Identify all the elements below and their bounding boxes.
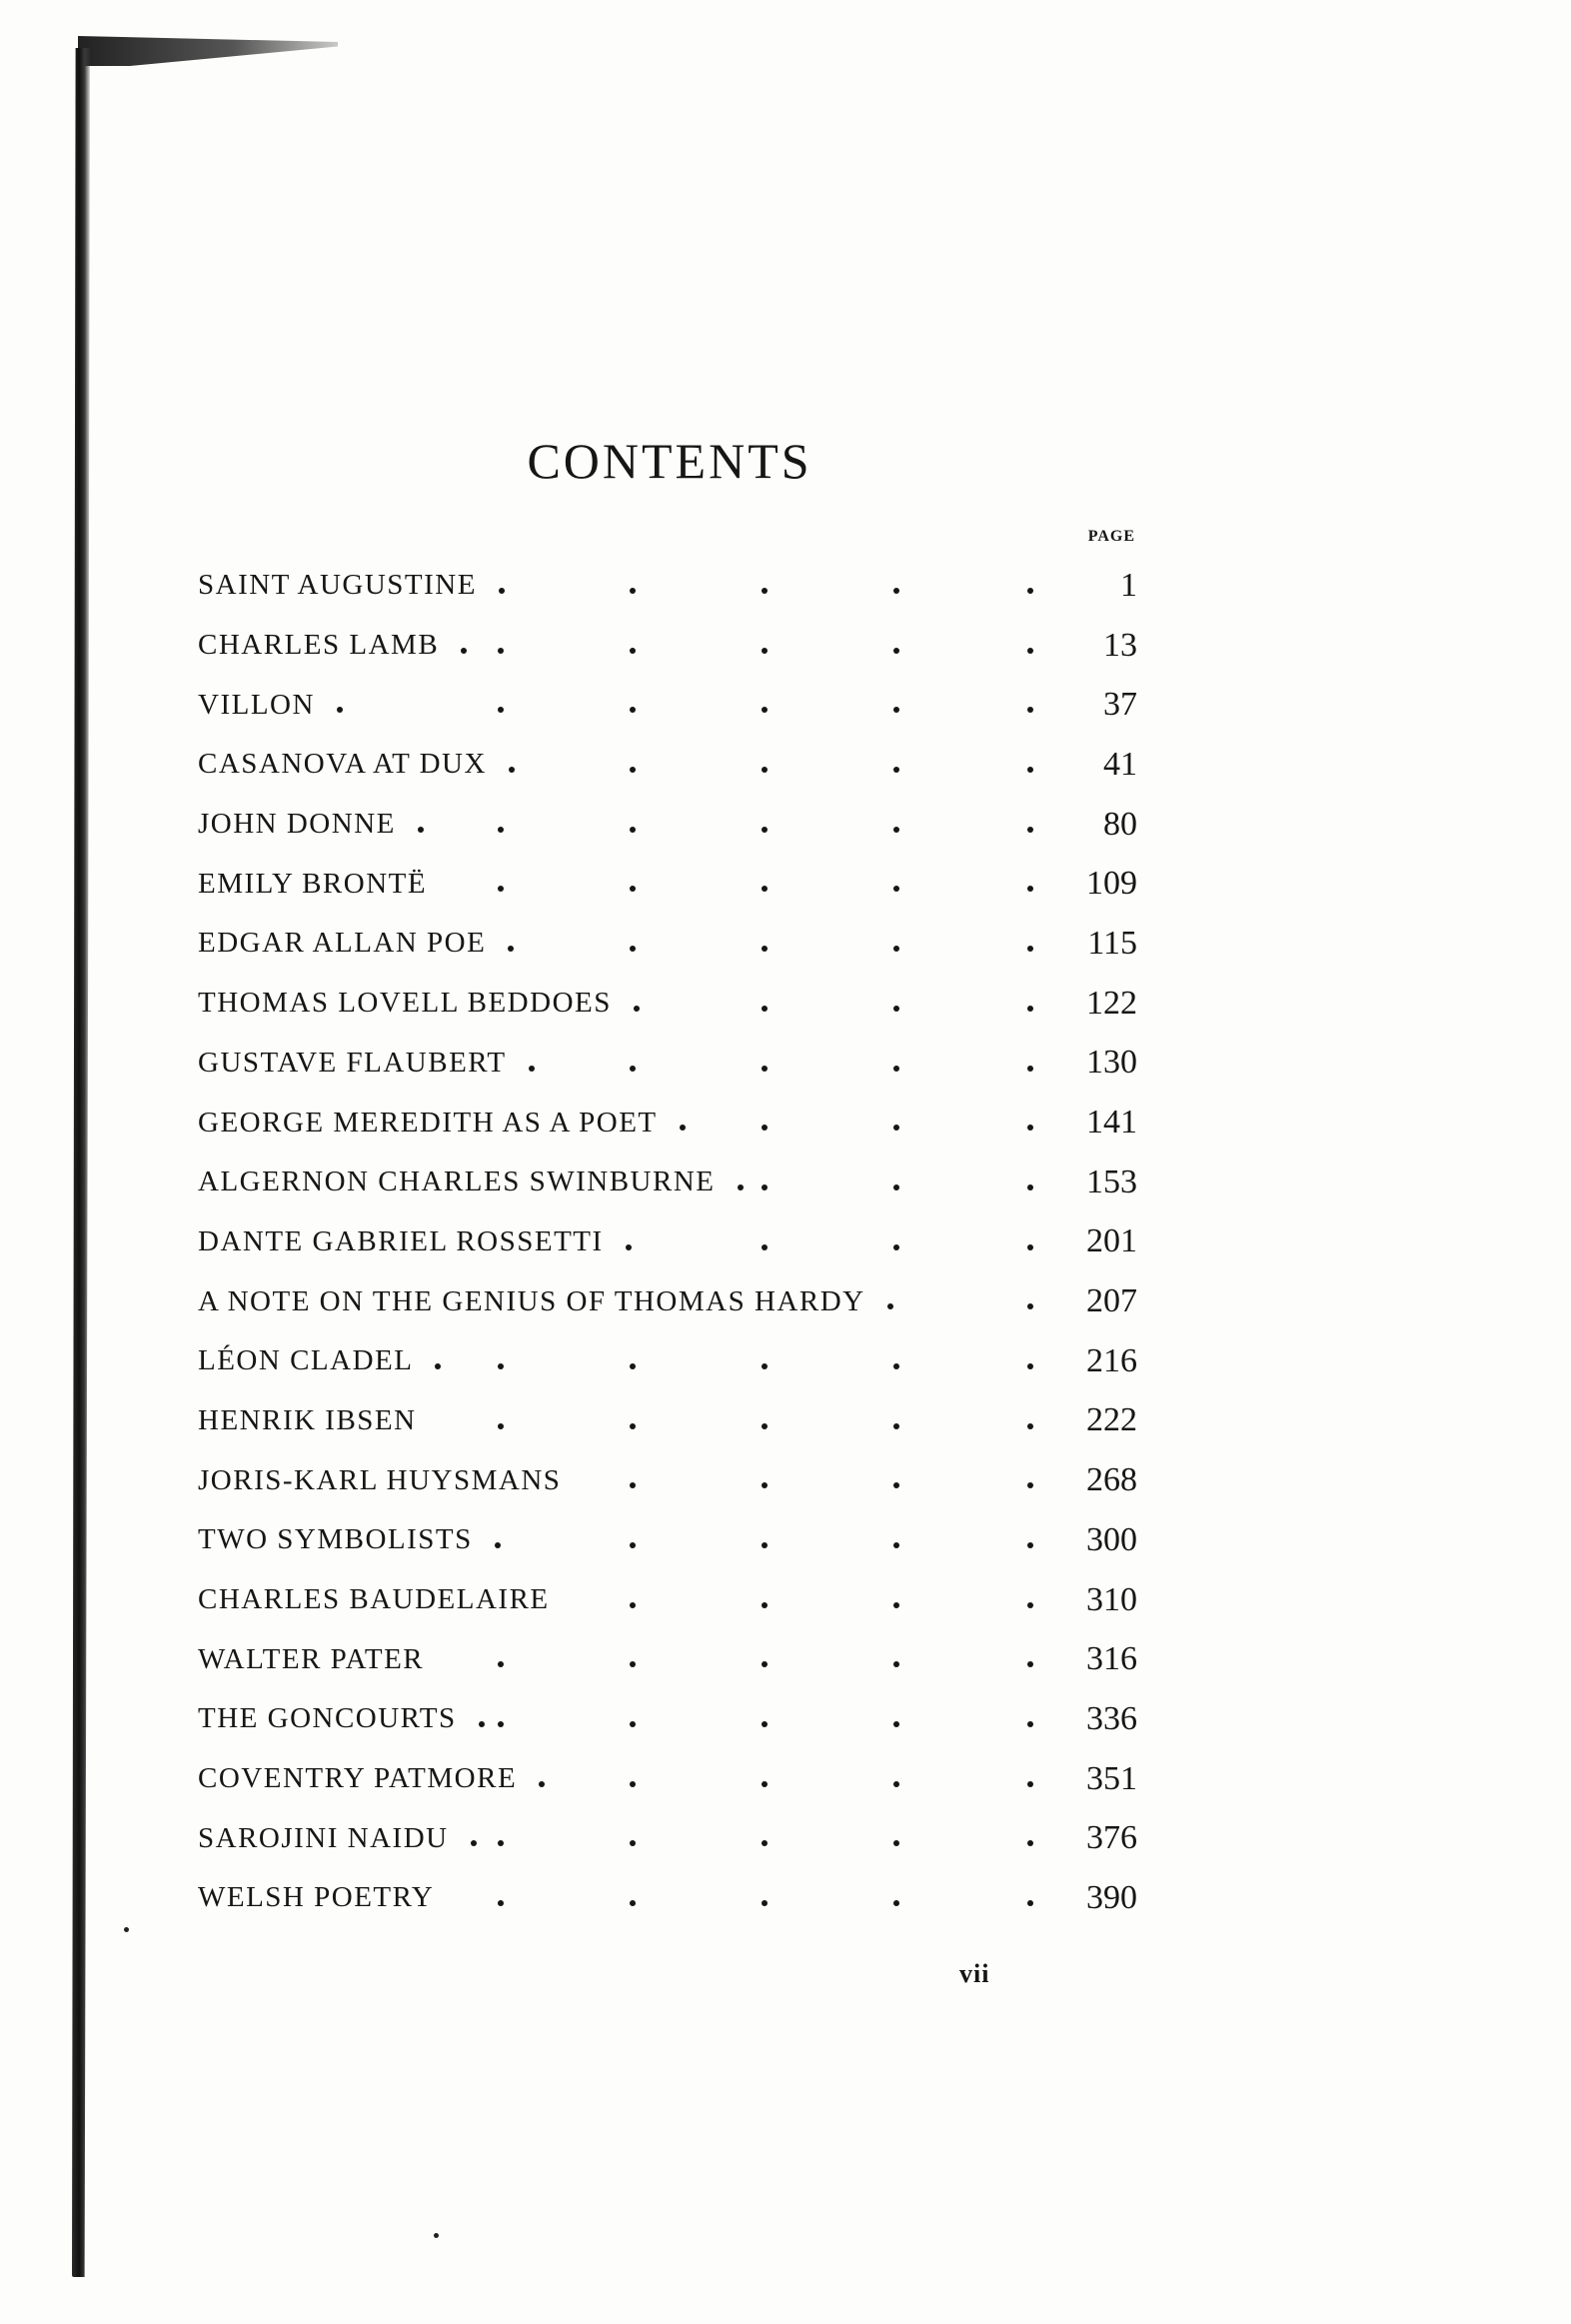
leader-dot <box>893 886 899 892</box>
leader-dot <box>418 827 424 833</box>
leader-dot <box>498 1363 504 1369</box>
leader-dot <box>630 588 636 594</box>
leader-dot <box>1027 1006 1033 1012</box>
leader-dot <box>762 767 768 773</box>
entry-title: TWO SYMBOLISTS <box>198 1523 473 1556</box>
leader-dot <box>893 827 899 833</box>
leader-dot <box>1027 1602 1033 1608</box>
entry-title: LÉON CLADEL <box>198 1344 414 1377</box>
entry-page-number: 201 <box>1086 1222 1137 1260</box>
leader-dot <box>893 946 899 952</box>
leader-dot <box>630 1423 636 1429</box>
leader-dot <box>498 1423 504 1429</box>
entry-page-number: 80 <box>1103 805 1137 843</box>
leader-dot <box>893 767 899 773</box>
entry-page-number: 376 <box>1086 1819 1137 1857</box>
leader-dot <box>630 1066 636 1072</box>
leader-dot <box>893 1066 899 1072</box>
leader-dot <box>893 1602 899 1608</box>
leader-dot <box>435 1363 441 1369</box>
leader-dot <box>498 1900 504 1906</box>
leader-dot <box>630 1900 636 1906</box>
leader-dot <box>634 1006 640 1012</box>
leader-dot <box>887 1303 893 1309</box>
contents-entry <box>198 1212 1137 1272</box>
entry-title: CASANOVA AT DUX <box>198 748 487 781</box>
entry-title: SAINT AUGUSTINE <box>198 569 477 602</box>
leader-dot <box>630 707 636 713</box>
entry-title: EMILY BRONTË <box>198 867 428 900</box>
leader-dot <box>630 946 636 952</box>
leader-dot <box>1027 1781 1033 1787</box>
leader-dot <box>893 1363 899 1369</box>
leader-dot <box>630 1602 636 1608</box>
contents-entry <box>198 1391 1137 1451</box>
leader-dot <box>762 648 768 654</box>
contents-entry <box>198 795 1137 855</box>
contents-entry <box>198 556 1137 616</box>
leader-dot <box>1027 1363 1033 1369</box>
leader-dot <box>893 588 899 594</box>
leader-dot <box>893 1542 899 1548</box>
entry-title: THE GONCOURTS <box>198 1702 457 1735</box>
leader-dot <box>680 1125 686 1131</box>
entry-title: SAROJINI NAIDU <box>198 1821 449 1854</box>
leader-dot <box>1027 1423 1033 1429</box>
entry-page-number: 122 <box>1086 984 1137 1022</box>
entry-title: ALGERNON CHARLES SWINBURNE <box>198 1165 716 1198</box>
contents-entry <box>198 854 1137 914</box>
leader-dot <box>1027 767 1033 773</box>
leader-dot <box>762 886 768 892</box>
leader-dot <box>1027 1244 1033 1250</box>
entry-title: A NOTE ON THE GENIUS OF THOMAS HARDY <box>198 1284 865 1317</box>
contents-entry <box>198 1271 1137 1331</box>
leader-dot <box>479 1721 485 1727</box>
leader-dot <box>461 648 467 654</box>
entry-page-number: 207 <box>1086 1282 1137 1320</box>
dot-leader <box>198 675 1047 735</box>
leader-dot <box>893 1244 899 1250</box>
leader-dot <box>762 1125 768 1131</box>
leader-dot <box>762 1184 768 1190</box>
leader-dot <box>630 1363 636 1369</box>
leader-dot <box>1027 588 1033 594</box>
entry-title: WALTER PATER <box>198 1642 425 1675</box>
contents-entry <box>198 1749 1137 1809</box>
leader-dot <box>762 1602 768 1608</box>
leader-dot <box>630 886 636 892</box>
leader-dot <box>762 1900 768 1906</box>
leader-dot <box>1027 1840 1033 1846</box>
contents-entry <box>198 1331 1137 1391</box>
leader-dot <box>762 1423 768 1429</box>
leader-dot <box>1027 1900 1033 1906</box>
entry-page-number: 390 <box>1086 1878 1137 1916</box>
entry-title: JORIS-KARL HUYSMANS <box>198 1463 562 1496</box>
entry-page-number: 37 <box>1103 686 1137 724</box>
leader-dot <box>1027 707 1033 713</box>
entry-title: EDGAR ALLAN POE <box>198 927 487 960</box>
entry-page-number: 268 <box>1086 1461 1137 1499</box>
leader-dot <box>893 1781 899 1787</box>
leader-dot <box>1027 1184 1033 1190</box>
entry-page-number: 115 <box>1087 924 1137 962</box>
contents-entry <box>198 974 1137 1034</box>
contents-entry <box>198 1629 1137 1689</box>
contents-entry <box>198 1153 1137 1212</box>
contents-entry <box>198 616 1137 676</box>
leader-dot <box>762 1840 768 1846</box>
leader-dot <box>1027 1482 1033 1488</box>
entry-title: CHARLES LAMB <box>198 629 440 662</box>
ink-speck <box>434 2233 439 2238</box>
leader-dot <box>893 648 899 654</box>
leader-dot <box>630 648 636 654</box>
entry-page-number: 141 <box>1086 1104 1137 1142</box>
leader-dot <box>529 1066 535 1072</box>
binding-shadow <box>78 36 338 66</box>
leader-dot <box>893 707 899 713</box>
leader-dot <box>630 767 636 773</box>
contents-entry <box>198 1450 1137 1510</box>
binding-edge <box>72 48 90 2277</box>
leader-dot <box>762 1006 768 1012</box>
contents-entry <box>198 1093 1137 1153</box>
leader-dot <box>893 1423 899 1429</box>
entry-title: WELSH POETRY <box>198 1881 435 1914</box>
leader-dot <box>630 827 636 833</box>
entry-title: CHARLES BAUDELAIRE <box>198 1583 550 1616</box>
entry-page-number: 109 <box>1086 865 1137 903</box>
leader-dot <box>498 886 504 892</box>
leader-dot <box>762 588 768 594</box>
ink-speck <box>124 1927 129 1932</box>
entry-page-number: 216 <box>1086 1341 1137 1379</box>
entry-page-number: 13 <box>1103 626 1137 664</box>
leader-dot <box>762 1244 768 1250</box>
entry-title: GEORGE MEREDITH AS A POET <box>198 1106 658 1139</box>
entry-title: VILLON <box>198 688 315 721</box>
contents-entry <box>198 914 1137 974</box>
entry-page-number: 316 <box>1086 1640 1137 1678</box>
entry-title: JOHN DONNE <box>198 808 396 841</box>
contents-entry <box>198 1808 1137 1868</box>
leader-dot <box>1027 1125 1033 1131</box>
leader-dot <box>508 946 514 952</box>
entry-page-number: 130 <box>1086 1044 1137 1082</box>
leader-dot <box>762 946 768 952</box>
leader-dot <box>762 1781 768 1787</box>
leader-dot <box>893 1482 899 1488</box>
contents-entry <box>198 735 1137 795</box>
leader-dot <box>1027 1066 1033 1072</box>
leader-dot <box>499 588 505 594</box>
leader-dot <box>1027 1303 1033 1309</box>
leader-dot <box>498 827 504 833</box>
leader-dot <box>539 1781 545 1787</box>
leader-dot <box>498 1840 504 1846</box>
leader-dot <box>498 1721 504 1727</box>
entry-page-number: 351 <box>1086 1759 1137 1797</box>
entry-title: GUSTAVE FLAUBERT <box>198 1046 507 1079</box>
leader-dot <box>893 1840 899 1846</box>
leader-dot <box>630 1542 636 1548</box>
leader-dot <box>630 1840 636 1846</box>
contents-entry <box>198 675 1137 735</box>
leader-dot <box>498 1661 504 1667</box>
leader-dot <box>630 1781 636 1787</box>
leader-dot <box>893 1900 899 1906</box>
leader-dot <box>762 1363 768 1369</box>
leader-dot <box>337 707 343 713</box>
entry-page-number: 336 <box>1086 1699 1137 1737</box>
entry-title: HENRIK IBSEN <box>198 1403 417 1436</box>
leader-dot <box>893 1661 899 1667</box>
leader-dot <box>762 1542 768 1548</box>
leader-dot <box>1027 827 1033 833</box>
leader-dot <box>630 1721 636 1727</box>
leader-dot <box>893 1184 899 1190</box>
contents-entry <box>198 1868 1137 1928</box>
leader-dot <box>738 1184 744 1190</box>
leader-dot <box>762 1721 768 1727</box>
leader-dot <box>498 707 504 713</box>
leader-dot <box>893 1006 899 1012</box>
leader-dot <box>495 1542 501 1548</box>
entry-page-number: 153 <box>1086 1162 1137 1200</box>
leader-dot <box>1027 886 1033 892</box>
leader-dot <box>626 1244 632 1250</box>
leader-dot <box>762 707 768 713</box>
entry-page-number: 300 <box>1086 1520 1137 1558</box>
leader-dot <box>762 827 768 833</box>
page-folio: vii <box>959 1959 990 1988</box>
leader-dot <box>498 648 504 654</box>
leader-dot <box>1027 1542 1033 1548</box>
page-title: CONTENTS <box>527 433 812 489</box>
page-column-label: PAGE <box>1087 528 1135 545</box>
entry-page-number: 1 <box>1120 566 1137 604</box>
entry-page-number: 310 <box>1086 1580 1137 1618</box>
contents-entry <box>198 1570 1137 1630</box>
leader-dot <box>762 1661 768 1667</box>
entry-title: COVENTRY PATMORE <box>198 1762 518 1795</box>
leader-dot <box>762 1482 768 1488</box>
leader-dot <box>1027 1721 1033 1727</box>
contents-entry <box>198 1034 1137 1094</box>
leader-dot <box>1027 648 1033 654</box>
leader-dot <box>630 1661 636 1667</box>
contents-list <box>198 556 1137 1928</box>
entry-title: DANTE GABRIEL ROSSETTI <box>198 1224 604 1257</box>
leader-dot <box>1027 946 1033 952</box>
contents-entry <box>198 1689 1137 1749</box>
leader-dot <box>893 1125 899 1131</box>
contents-entry <box>198 1510 1137 1570</box>
leader-dot <box>509 767 515 773</box>
leader-dot <box>1027 1661 1033 1667</box>
leader-dot <box>630 1482 636 1488</box>
leader-dot <box>893 1721 899 1727</box>
leader-dot <box>762 1066 768 1072</box>
entry-page-number: 222 <box>1086 1401 1137 1439</box>
entry-page-number: 41 <box>1103 745 1137 783</box>
leader-dot <box>471 1840 477 1846</box>
entry-title: THOMAS LOVELL BEDDOES <box>198 987 612 1020</box>
